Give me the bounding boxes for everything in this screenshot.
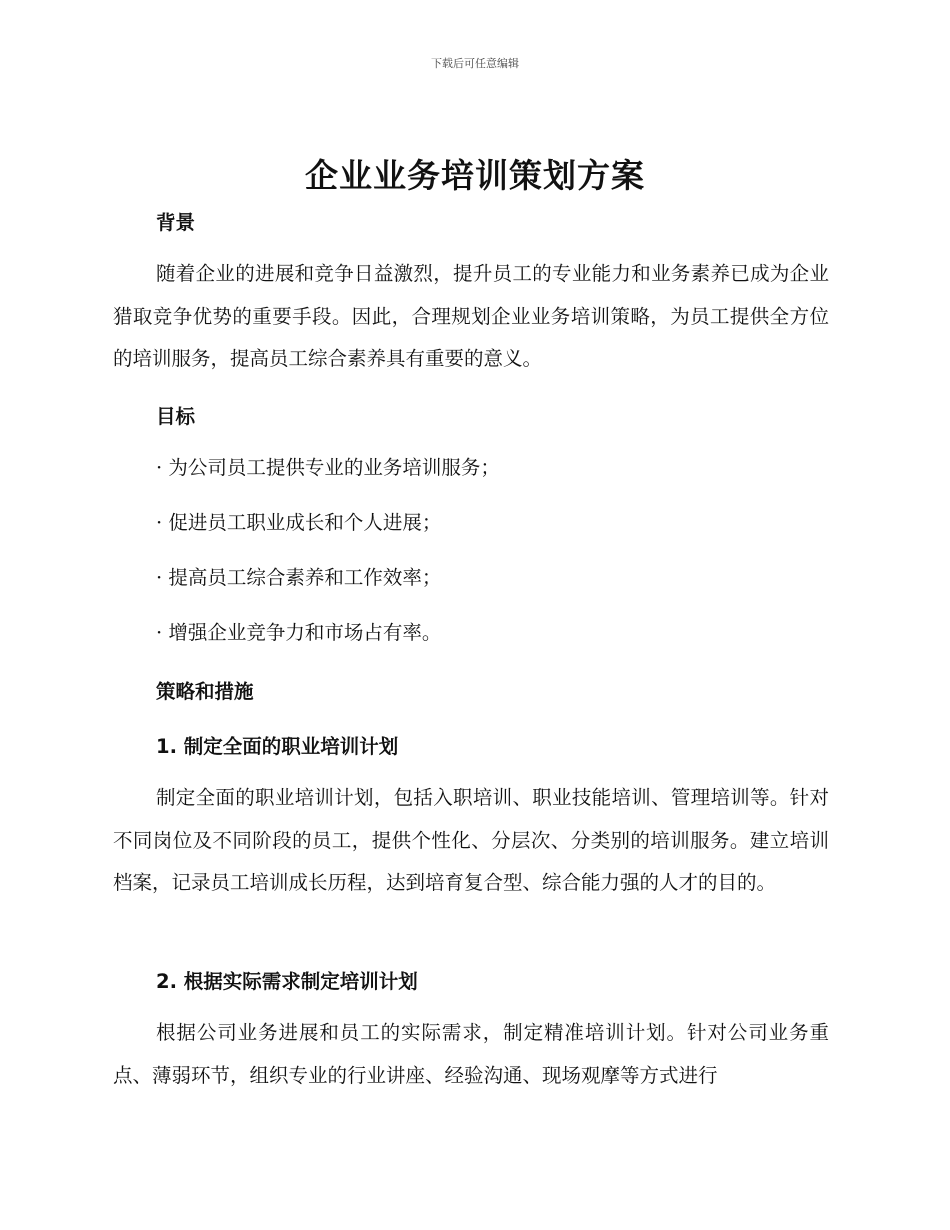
goal-item-1: · 为公司员工提供专业的业务培训服务； [156, 456, 500, 479]
heading-goals: 目标 [156, 405, 196, 428]
subheading-2: 2. 根据实际需求制定培训计划 [156, 970, 418, 993]
subheading-1: 1. 制定全面的职业培训计划 [156, 735, 399, 758]
goal-item-2: · 促进员工职业成长和个人进展； [156, 511, 442, 534]
paragraph-background: 随着企业的进展和竞争日益激烈，提升员工的专业能力和业务素养已成为企业猎取竞争优势的重要手段。因此，合理规划企业业务培训策略，为员工提供全方位的培训服务，提高员工综合素养具有重要的意义。 [113, 262, 829, 370]
heading-strategy: 策略和措施 [156, 680, 254, 703]
document-title: 企业业务培训策划方案 [305, 156, 645, 195]
heading-background: 背景 [156, 211, 196, 234]
header-note: 下载后可任意编辑 [431, 57, 519, 70]
paragraph-sub2: 根据公司业务进展和员工的实际需求，制定精准培训计划。针对公司业务重点、薄弱环节，组织专业的行业讲座、经验沟通、现场观摩等方式进行 [113, 1021, 829, 1087]
paragraph-sub1: 制定全面的职业培训计划，包括入职培训、职业技能培训、管理培训等。针对不同岗位及不同阶段的员工，提供个性化、分层次、分类别的培训服务。建立培训档案，记录员工培训成长历程，达到培育复合型、综合能力强的人才的目的。 [113, 786, 829, 894]
goal-item-4: · 增强企业竞争力和市场占有率。 [156, 621, 442, 644]
goal-item-3: · 提高员工综合素养和工作效率； [156, 566, 442, 589]
